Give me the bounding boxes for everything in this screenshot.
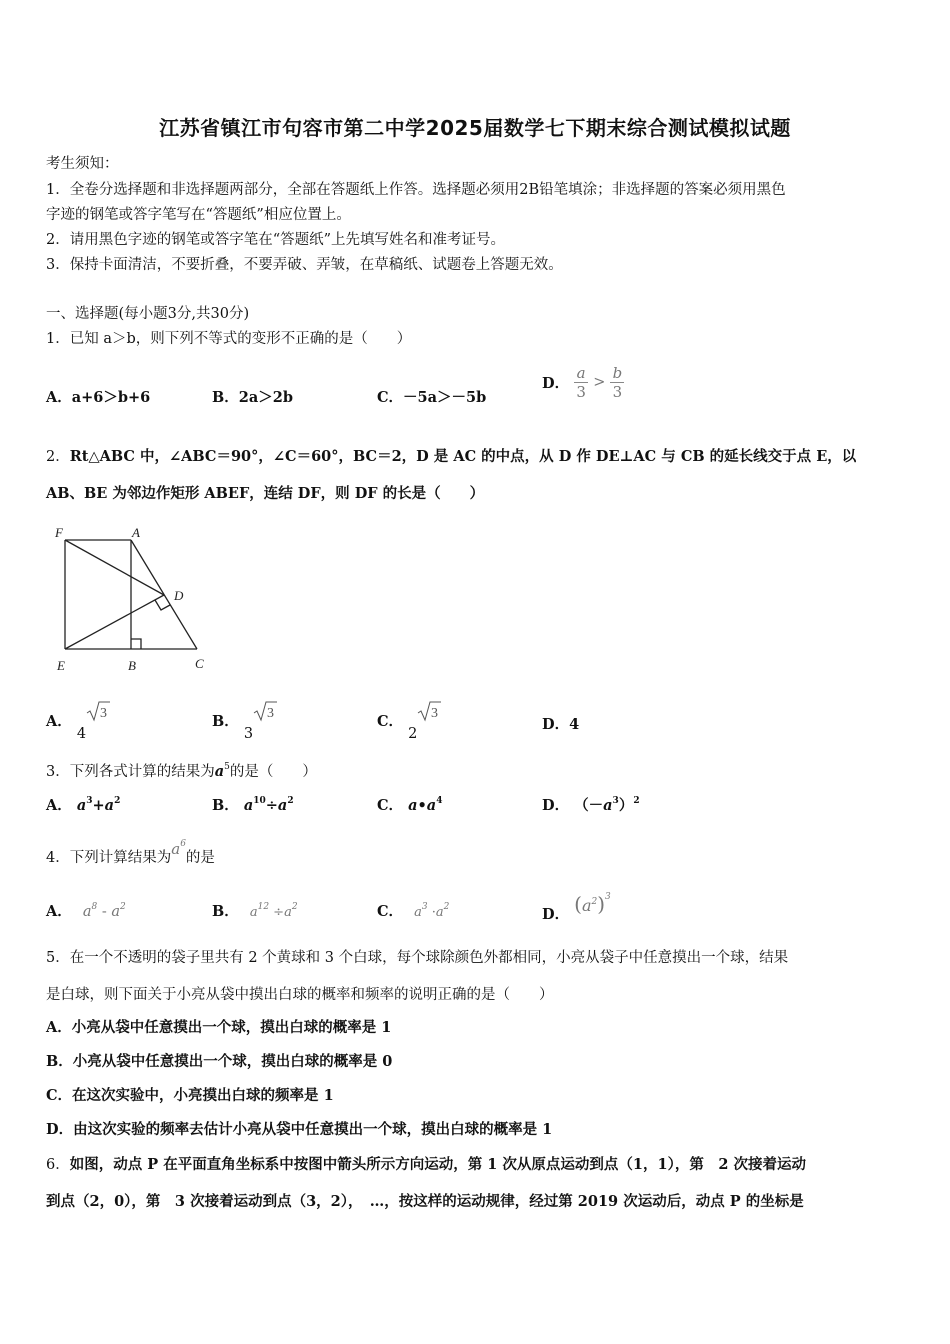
- operator: ·: [427, 905, 436, 920]
- operator: -: [97, 904, 112, 920]
- q1-option-d-relation: >: [593, 374, 606, 391]
- q5-option-a: A．小亮从袋中任意摸出一个球，摸出白球的概率是 1: [46, 1019, 392, 1036]
- paren-close: ）: [618, 797, 634, 814]
- base: a: [603, 797, 613, 814]
- svg-text:3: 3: [267, 706, 275, 721]
- q2-option-d-text: 4: [569, 716, 580, 733]
- paren-close: ): [597, 892, 606, 916]
- base: a: [82, 904, 92, 920]
- exponent: 2: [287, 796, 294, 806]
- q3-option-b: [212, 794, 294, 815]
- label-d: D: [174, 588, 184, 603]
- question-3-text-pre: 下列各式计算的结果为: [69, 764, 215, 780]
- q5-option-c: C．在这次实验中，小亮摸出白球的频率是 1: [46, 1087, 334, 1104]
- question-4-base: a: [171, 840, 181, 858]
- q1-option-c-label: C．: [377, 389, 404, 406]
- exponent: 2: [591, 897, 598, 907]
- exponent: 3: [86, 796, 93, 806]
- fraction-denominator: 3: [610, 382, 624, 401]
- base: a: [243, 797, 254, 814]
- label-f: F: [55, 525, 63, 540]
- q1-option-a-label: A．: [46, 389, 72, 406]
- q4-option-a-label: A．: [46, 903, 72, 920]
- q3-option-b-label: B．: [212, 797, 239, 814]
- q4-option-c: [377, 900, 449, 921]
- q2-option-c: [377, 700, 441, 742]
- question-5-text-1: 在一个不透明的袋子里共有 2 个黄球和 3 个白球，每个球除颜色外都相同，小亮从袋子中任意摸出一个球，结果: [69, 950, 789, 966]
- label-c: C: [195, 656, 204, 671]
- exponent: 2: [291, 902, 298, 912]
- question-3-number: 3．: [46, 764, 70, 780]
- q2-option-b: [212, 700, 277, 742]
- question-3-base: a: [214, 763, 225, 780]
- question-2-stem-line-2: AB、BE 为邻边作矩形 ABEF，连结 DF，则 DF 的长是（ ）: [46, 485, 485, 502]
- base: a: [249, 905, 258, 920]
- radical-sign: [86, 700, 110, 722]
- question-5-stem-line-2: 是白球，则下面关于小亮从袋中摸出白球的概率和频率的说明正确的是（ ）: [46, 987, 554, 1003]
- q3-option-d: [542, 794, 640, 815]
- exponent: 12: [257, 902, 270, 912]
- base: a: [426, 797, 437, 814]
- q2-option-a: [46, 700, 110, 742]
- q2-option-a-label: A．: [46, 713, 72, 730]
- question-4-stem: [46, 840, 215, 867]
- q2-option-d-label: D．: [542, 716, 570, 733]
- question-6-text-1: 如图，动点 P 在平面直角坐标系中按图中箭头所示方向运动，第 1 次从原点运动到点（1，1），第 2 次接着运动: [69, 1156, 806, 1173]
- base: a: [277, 797, 288, 814]
- section-heading: 一、选择题(每小题3分,共30分): [46, 306, 250, 322]
- rectangle-triangle-diagram: [50, 522, 220, 677]
- exponent: 8: [91, 902, 98, 912]
- q3-option-d-label: D．: [542, 797, 570, 814]
- base: a: [284, 905, 292, 920]
- question-2-text-1: Rt△ABC 中，∠ABC＝90°，∠C＝60°，BC＝2，D 是 AC 的中点，从 D 作 DE⊥AC 与 CB 的延长线交于点 E，以: [69, 448, 857, 465]
- q4-option-d: [542, 892, 611, 924]
- q4-option-c-label: C．: [377, 903, 404, 920]
- q2-option-c-label: C．: [377, 713, 404, 730]
- q1-option-b: [212, 386, 293, 407]
- exponent: 3: [612, 796, 619, 806]
- q5-option-b: B．小亮从袋中任意摸出一个球，摸出白球的概率是 0: [46, 1053, 393, 1070]
- q2-option-b-coefficient: 3: [243, 726, 254, 742]
- paren-open: （－: [574, 797, 604, 814]
- notice-item-1-line-1: 1．全卷分选择题和非选择题两部分，全部在答题纸上作答。选择题必须用2B铅笔填涂；非选择题的答案必须用黑色: [46, 182, 786, 198]
- question-5-number: 5．: [46, 950, 70, 966]
- outer-exponent: 2: [633, 796, 640, 806]
- q2-option-c-coefficient: 2: [408, 726, 418, 742]
- segment-ed: [65, 595, 164, 649]
- q1-option-a: [46, 386, 150, 407]
- label-e: E: [57, 658, 65, 673]
- question-1-stem: [46, 327, 411, 348]
- radical-sign: [253, 700, 277, 722]
- q1-option-a-text: a+6＞b+6: [71, 389, 151, 406]
- q3-option-c-label: C．: [377, 797, 404, 814]
- label-a: A: [132, 525, 140, 540]
- q2-option-a-sqrt: [86, 700, 110, 722]
- q2-geometry-figure: [50, 522, 220, 681]
- exponent: 2: [120, 902, 126, 912]
- question-4-exponent: 6: [180, 839, 186, 849]
- exponent: 3: [421, 902, 428, 912]
- q1-option-b-label: B．: [212, 389, 239, 406]
- notice-item-3: 3．保持卡面清洁，不要折叠，不要弄破、弄皱，在草稿纸、试题卷上答题无效。: [46, 257, 563, 273]
- notice-heading: 考生须知：: [46, 156, 119, 172]
- question-3-stem: [46, 760, 317, 781]
- base: a: [408, 797, 418, 814]
- label-b: B: [128, 658, 136, 673]
- q3-option-c: [377, 794, 442, 815]
- segment-fd: [65, 540, 164, 595]
- base: a: [414, 905, 422, 920]
- fraction-denominator: 3: [574, 382, 588, 401]
- radical-sign: [417, 700, 441, 722]
- q1-option-d-fraction-b: [610, 364, 624, 401]
- q3-option-a-label: A．: [46, 797, 72, 814]
- svg-text:3: 3: [100, 706, 108, 721]
- fraction-numerator: b: [612, 364, 623, 382]
- question-1-number: 1．: [46, 331, 70, 347]
- q1-option-c: [377, 386, 486, 407]
- operator: ÷: [265, 797, 278, 814]
- operator: +: [92, 797, 105, 814]
- q1-option-d-fraction-a: [574, 364, 588, 401]
- q4-option-d-label: D．: [542, 906, 570, 923]
- question-6-stem-line-2: 到点（2，0），第 3 次接着运动到点（3，2）， …，按这样的运动规律，经过第 2019 次运动后，动点 P 的坐标是: [46, 1193, 804, 1210]
- q1-option-b-text: 2a＞2b: [238, 389, 293, 406]
- right-angle-mark-b: [131, 639, 141, 649]
- question-1-text: 已知 a＞b，则下列不等式的变形不正确的是（ ）: [69, 331, 412, 347]
- exponent: 10: [253, 796, 266, 806]
- question-4-number: 4．: [46, 850, 70, 866]
- q1-option-d-label: D．: [542, 375, 570, 392]
- base: a: [104, 797, 115, 814]
- operator: •: [417, 797, 427, 814]
- question-4-text-post: 的是: [185, 850, 215, 866]
- base: a: [111, 904, 120, 920]
- q4-option-a: [46, 900, 126, 921]
- exponent: 4: [436, 796, 443, 806]
- question-3-text-post: 的是（ ）: [229, 764, 317, 780]
- question-2-number: 2．: [46, 449, 70, 465]
- paren-open: (: [574, 892, 582, 916]
- question-2-stem-line-1: [46, 445, 856, 466]
- base: a: [435, 905, 444, 920]
- q5-option-d: D．由这次实验的频率去估计小亮从袋中任意摸出一个球，摸出白球的概率是 1: [46, 1121, 553, 1138]
- fraction-numerator: a: [576, 364, 586, 382]
- q2-option-b-label: B．: [212, 713, 239, 730]
- operator: ÷: [269, 905, 285, 920]
- base: a: [581, 896, 592, 915]
- q4-option-b: [212, 900, 298, 921]
- question-6-stem-line-1: [46, 1153, 806, 1174]
- question-5-stem-line-1: [46, 946, 788, 967]
- q2-option-d: [542, 713, 579, 734]
- q2-option-b-sqrt: [253, 700, 277, 722]
- page-title: 江苏省镇江市句容市第二中学2025届数学七下期末综合测试模拟试题: [159, 116, 791, 140]
- q2-option-c-sqrt: [417, 700, 441, 722]
- q1-option-c-text: －5a＞－5b: [403, 389, 487, 406]
- q2-option-a-coefficient: 4: [76, 726, 87, 742]
- q1-option-d: [542, 364, 624, 401]
- outer-exponent: 3: [605, 892, 611, 902]
- exponent: 2: [114, 796, 121, 806]
- q4-option-b-label: B．: [212, 903, 239, 920]
- svg-text:3: 3: [431, 706, 439, 721]
- notice-item-1-line-2: 字迹的钢笔或答字笔写在“答题纸”相应位置上。: [46, 207, 351, 223]
- exponent: 2: [443, 902, 450, 912]
- notice-item-2: 2．请用黑色字迹的钢笔或答字笔在“答题纸”上先填写姓名和准考证号。: [46, 232, 506, 248]
- q3-option-a: [46, 794, 120, 815]
- base: a: [76, 797, 87, 814]
- question-6-number: 6．: [46, 1157, 70, 1173]
- question-4-text-pre: 下列计算结果为: [69, 850, 172, 866]
- question-3-exponent: 5: [224, 762, 230, 772]
